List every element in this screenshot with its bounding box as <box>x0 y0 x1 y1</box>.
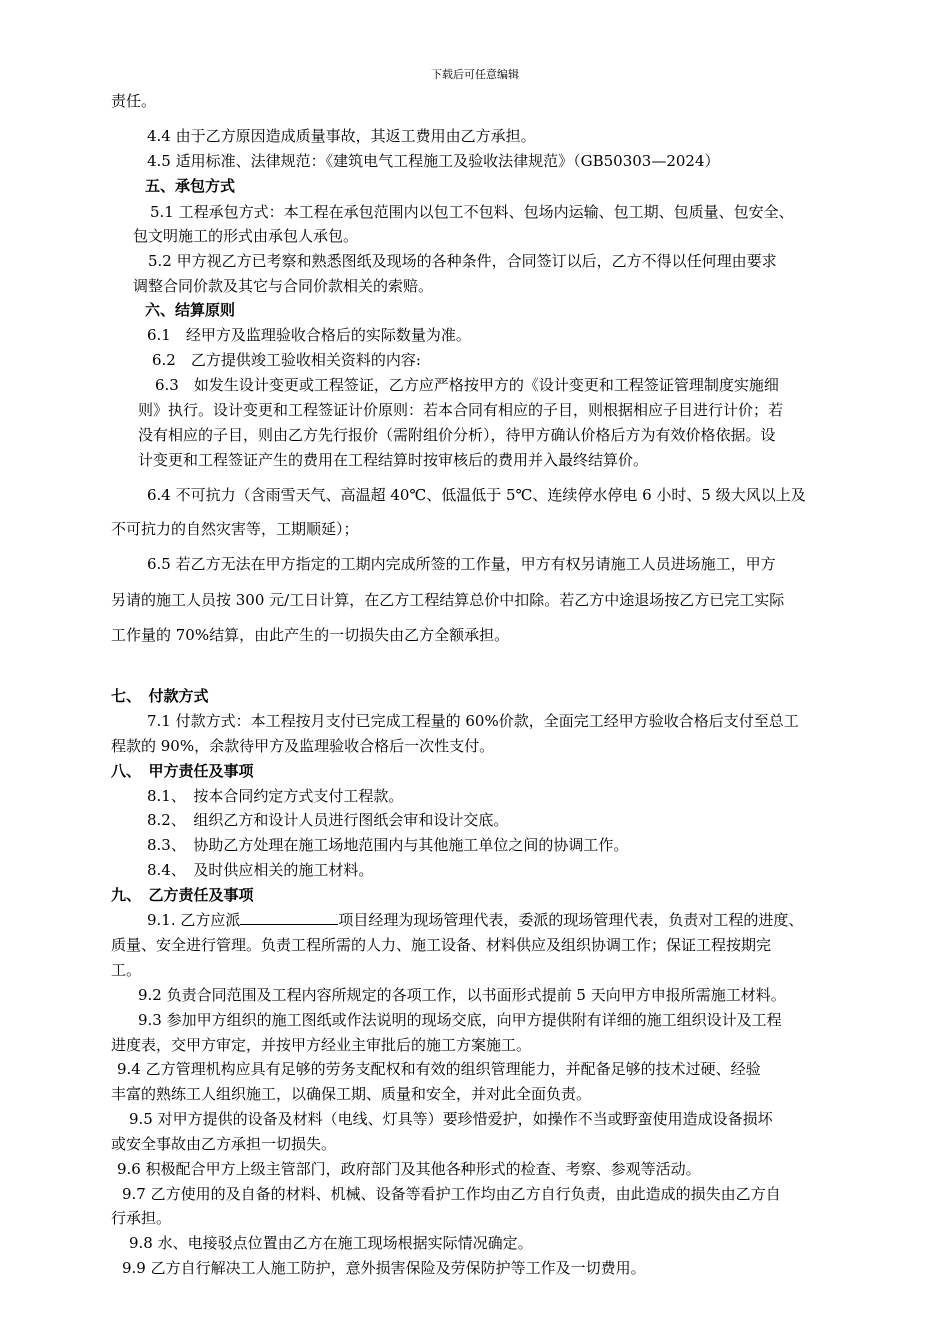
clause-4-5: 4.5 适用标准、法律规范：《建筑电气工程施工及验收法律规范》（GB50303—2024） <box>147 152 720 170</box>
section-heading-9: 九、 乙方责任及事项 <box>111 886 254 904</box>
text-line: 行承担。 <box>111 1209 172 1227</box>
clause-6-1: 6.1 经甲方及监理验收合格后的实际数量为准。 <box>147 326 471 344</box>
clause-6-4: 6.4 不可抗力（含雨雪天气、高温超 40℃、低温低于 5℃、连续停水停电 6 小时、5 级大风以上及 <box>147 486 806 504</box>
clause-9-2: 9.2 负责合同范围及工程内容所规定的各项工作，以书面形式提前 5 天向甲方申报所需施工材料。 <box>138 986 786 1004</box>
text-line: 工。 <box>111 961 142 979</box>
text-line: 另请的施工人员按 300 元/工日计算，在乙方工程结算总价中扣除。若乙方中途退场按乙方已完工实际 <box>111 591 785 609</box>
clause-4-4: 4.4 由于乙方原因造成质量事故，其返工费用由乙方承担。 <box>147 127 536 145</box>
clause-9-5: 9.5 对甲方提供的设备及材料（电线、灯具等）要珍惜爱护，如操作不当或野蛮使用造成设备损坏 <box>129 1110 773 1128</box>
text-line: 或安全事故由乙方承担一切损失。 <box>111 1135 337 1153</box>
clause-8-4: 8.4、 及时供应相关的施工材料。 <box>147 861 374 879</box>
clause-8-3: 8.3、 协助乙方处理在施工场地范围内与其他施工单位之间的协调工作。 <box>147 836 629 854</box>
text-line: 质量、安全进行管理。负责工程所需的人力、施工设备、材料供应及组织协调工作；保证工程按期完 <box>111 936 772 954</box>
text-line: 工作量的 70%结算，由此产生的一切损失由乙方全额承担。 <box>111 626 510 644</box>
clause-8-2: 8.2、 组织乙方和设计人员进行图纸会审和设计交底。 <box>147 811 509 829</box>
project-manager-blank <box>240 910 338 925</box>
text-line: 计变更和工程签证产生的费用在工程结算时按审核后的费用并入最终结算价。 <box>138 451 649 469</box>
section-heading-8: 八、 甲方责任及事项 <box>111 762 254 780</box>
clause-9-1-rest: 项目经理为现场管理代表，委派的现场管理代表，负责对工程的进度、 <box>338 911 804 929</box>
section-heading-7: 七、 付款方式 <box>111 687 209 705</box>
clause-9-6: 9.6 积极配合甲方上级主管部门，政府部门及其他各种形式的检查、考察、参观等活动。 <box>117 1160 701 1178</box>
clause-7-1: 7.1 付款方式：本工程按月支付已完成工程量的 60%价款，全面完工经甲方验收合格后支付至总工 <box>147 712 799 730</box>
clause-9-8: 9.8 水、电接驳点位置由乙方在施工现场根据实际情况确定。 <box>129 1234 533 1252</box>
clause-8-1: 8.1、 按本合同约定方式支付工程款。 <box>147 787 404 805</box>
clause-9-3: 9.3 参加甲方组织的施工图纸或作法说明的现场交底，向甲方提供附有详细的施工组织设计及工程 <box>138 1011 782 1029</box>
text-line: 进度表，交甲方审定，并按甲方经业主审批后的施工方案施工。 <box>111 1036 532 1054</box>
section-heading-6: 六、结算原则 <box>145 301 236 319</box>
text-line: 丰富的熟练工人组织施工，以确保工期、质量和安全，并对此全面负责。 <box>111 1085 592 1103</box>
text-line: 没有相应的子目，则由乙方先行报价（需附组价分析），待甲方确认价格后方为有效价格依据。设 <box>138 426 776 444</box>
clause-6-3: 6.3 如发生设计变更或工程签证，乙方应严格按甲方的《设计变更和工程签证管理制度实施细 <box>155 376 779 394</box>
text-line: 调整合同价款及其它与合同价款相关的索赔。 <box>133 277 434 295</box>
clause-9-1-lead: 9.1. 乙方应派 <box>147 911 241 929</box>
clause-9-7: 9.7 乙方使用的及自备的材料、机械、设备等看护工作均由乙方自行负责，由此造成的损失由乙方自 <box>122 1185 781 1203</box>
clause-6-2: 6.2 乙方提供竣工验收相关资料的内容: <box>152 351 421 369</box>
clause-9-4: 9.4 乙方管理机构应具有足够的劳务支配权和有效的组织管理能力，并配备足够的技术过硬、经验 <box>117 1060 761 1078</box>
section-heading-5: 五、承包方式 <box>145 177 236 195</box>
page-header: 下载后可任意编辑 <box>431 68 519 81</box>
clause-9-1 <box>147 910 803 930</box>
text-line: 程款的 90%，余款待甲方及监理验收合格后一次性支付。 <box>111 737 495 755</box>
clause-6-5: 6.5 若乙方无法在甲方指定的工期内完成所签的工作量，甲方有权另请施工人员进场施工，甲方 <box>147 555 776 573</box>
text-line: 则》执行。设计变更和工程签证计价原则：若本合同有相应的子目，则根据相应子目进行计价；若 <box>138 401 784 419</box>
text-line: 不可抗力的自然灾害等，工期顺延）； <box>111 520 359 538</box>
clause-9-9: 9.9 乙方自行解决工人施工防护，意外损害保险及劳保防护等工作及一切费用。 <box>122 1259 646 1277</box>
clause-5-2: 5.2 甲方视乙方已考察和熟悉图纸及现场的各种条件，合同签订以后，乙方不得以任何理由要求 <box>148 252 777 270</box>
text-line: 包文明施工的形式由承包人承包。 <box>133 227 359 245</box>
text-line: 责任。 <box>111 92 157 110</box>
clause-5-1: 5.1 工程承包方式：本工程在承包范围内以包工不包料、包场内运输、包工期、包质量、包安全、 <box>150 203 794 221</box>
